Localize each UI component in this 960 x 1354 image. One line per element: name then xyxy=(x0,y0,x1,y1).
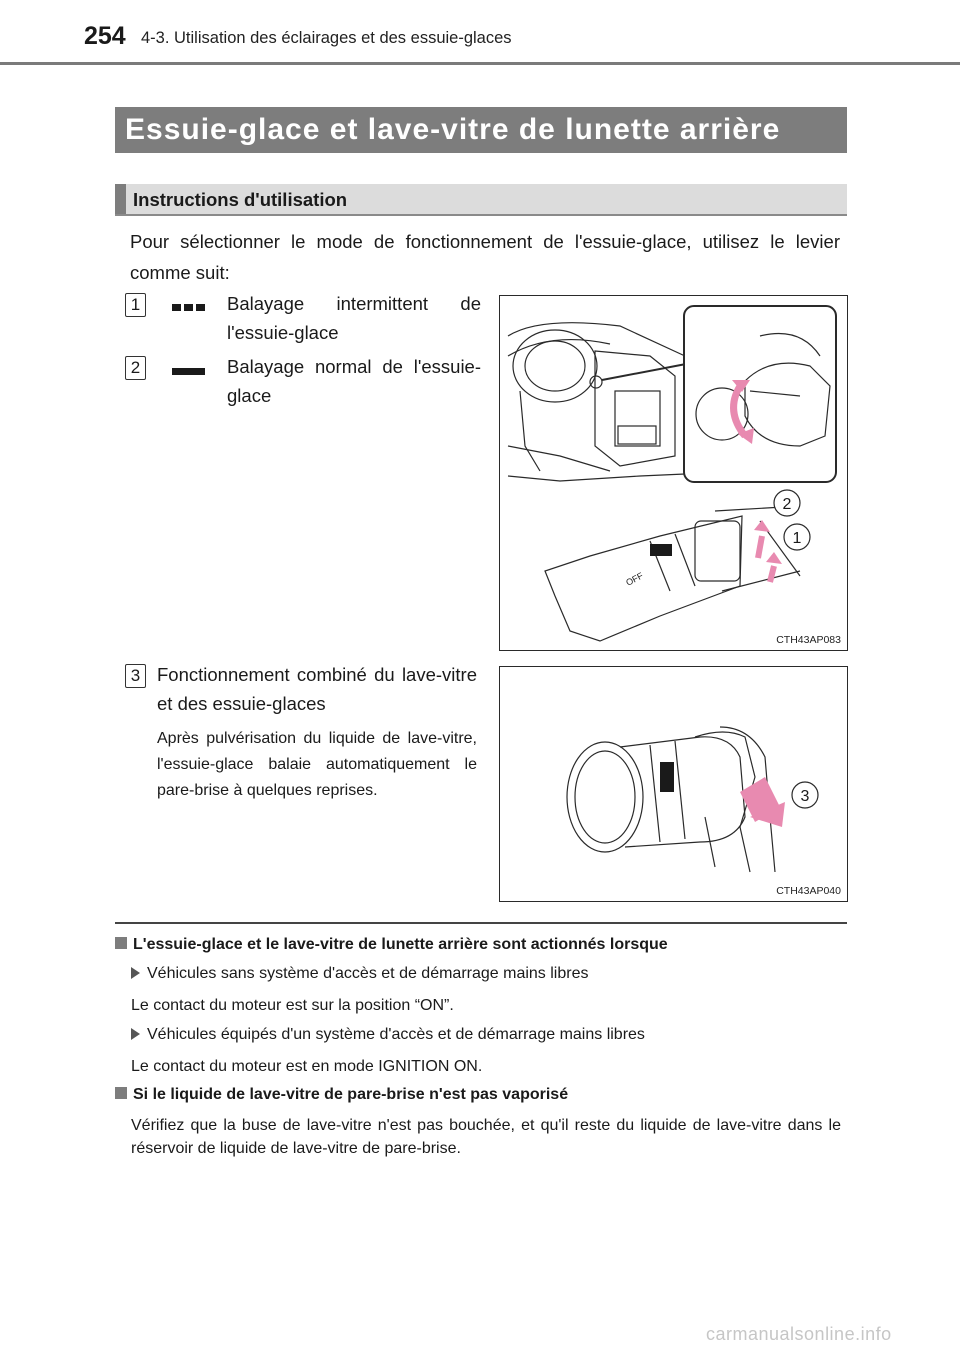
triangle-bullet-icon xyxy=(131,967,140,979)
item-note-3: Après pulvérisation du liquide de lave-vitre, l'essuie-glace balaie automatiquement le pare-brise à quelques reprises. xyxy=(157,730,477,799)
item-text-2: Balayage normal de l'essuie-glace xyxy=(227,356,481,406)
note-1-heading xyxy=(115,936,847,954)
note-2-text: Vérifiez que la buse de lave-vitre n'est pas bouchée, et qu'il reste du liquide de lave-vitre dans le réservoir de liquide de lave-vitre de pare-brise. xyxy=(131,1117,841,1157)
condition-2-text: Le contact du moteur est en mode IGNITION ON. xyxy=(131,1058,483,1075)
lever-off-label: OFF xyxy=(624,570,645,588)
square-bullet-icon xyxy=(115,937,127,949)
note-1-heading-text: L'essuie-glace et le lave-vitre de lunette arrière sont actionnés lorsque xyxy=(133,936,668,953)
notes-rule xyxy=(115,922,847,924)
page-number: 254 xyxy=(84,22,126,50)
running-title: 4-3. Utilisation des éclairages et des essuie-glaces xyxy=(141,29,512,47)
note-2-heading xyxy=(115,1086,847,1104)
item-number-2: 2 xyxy=(125,356,146,380)
note-2-heading-text: Si le liquide de lave-vitre de pare-brise n'est pas vaporisé xyxy=(133,1086,569,1103)
wiper-lever-illustration xyxy=(500,296,846,649)
square-bullet-icon xyxy=(115,1087,127,1099)
note-1-condition-2 xyxy=(131,1026,645,1044)
figure2-code: CTH43AP040 xyxy=(776,885,841,897)
intro-paragraph: Pour sélectionner le mode de fonctionnement de l'essuie-glace, utilisez le levier comme suit: xyxy=(130,231,840,283)
subsection-title: Instructions d'utilisation xyxy=(133,189,348,210)
condition-2-label: Véhicules équipés d'un système d'accès et de démarrage mains libres xyxy=(147,1026,645,1043)
item-number-3: 3 xyxy=(125,664,146,688)
item-text-3: Fonctionnement combiné du lave-vitre et des essuie-glaces xyxy=(157,664,477,714)
subsection-accent xyxy=(115,184,126,214)
condition-1-text: Le contact du moteur est sur la position “ON”. xyxy=(131,997,454,1014)
header-rule xyxy=(0,62,960,65)
triangle-bullet-icon xyxy=(131,1028,140,1040)
note-1-condition-1 xyxy=(131,965,588,983)
condition-1-label: Véhicules sans système d'accès et de démarrage mains libres xyxy=(147,965,589,982)
normal-wipe-icon xyxy=(172,363,206,381)
figure-wiper-lever xyxy=(499,295,848,651)
watermark: carmanualsonline.info xyxy=(706,1324,892,1344)
intermittent-wipe-icon xyxy=(172,299,206,317)
figure-washer-lever xyxy=(499,666,848,902)
subsection-bar xyxy=(115,184,847,216)
item-number-1: 1 xyxy=(125,293,146,317)
figure1-callout-1: 1 xyxy=(792,530,802,547)
figure1-code: CTH43AP083 xyxy=(776,634,841,646)
section-title: Essuie-glace et lave-vitre de lunette arrière xyxy=(115,107,847,153)
figure1-callout-2: 2 xyxy=(782,496,792,513)
washer-lever-illustration xyxy=(500,667,846,900)
figure2-callout-3: 3 xyxy=(800,788,810,805)
item-text-1: Balayage intermittent de l'essuie-glace xyxy=(227,293,481,343)
